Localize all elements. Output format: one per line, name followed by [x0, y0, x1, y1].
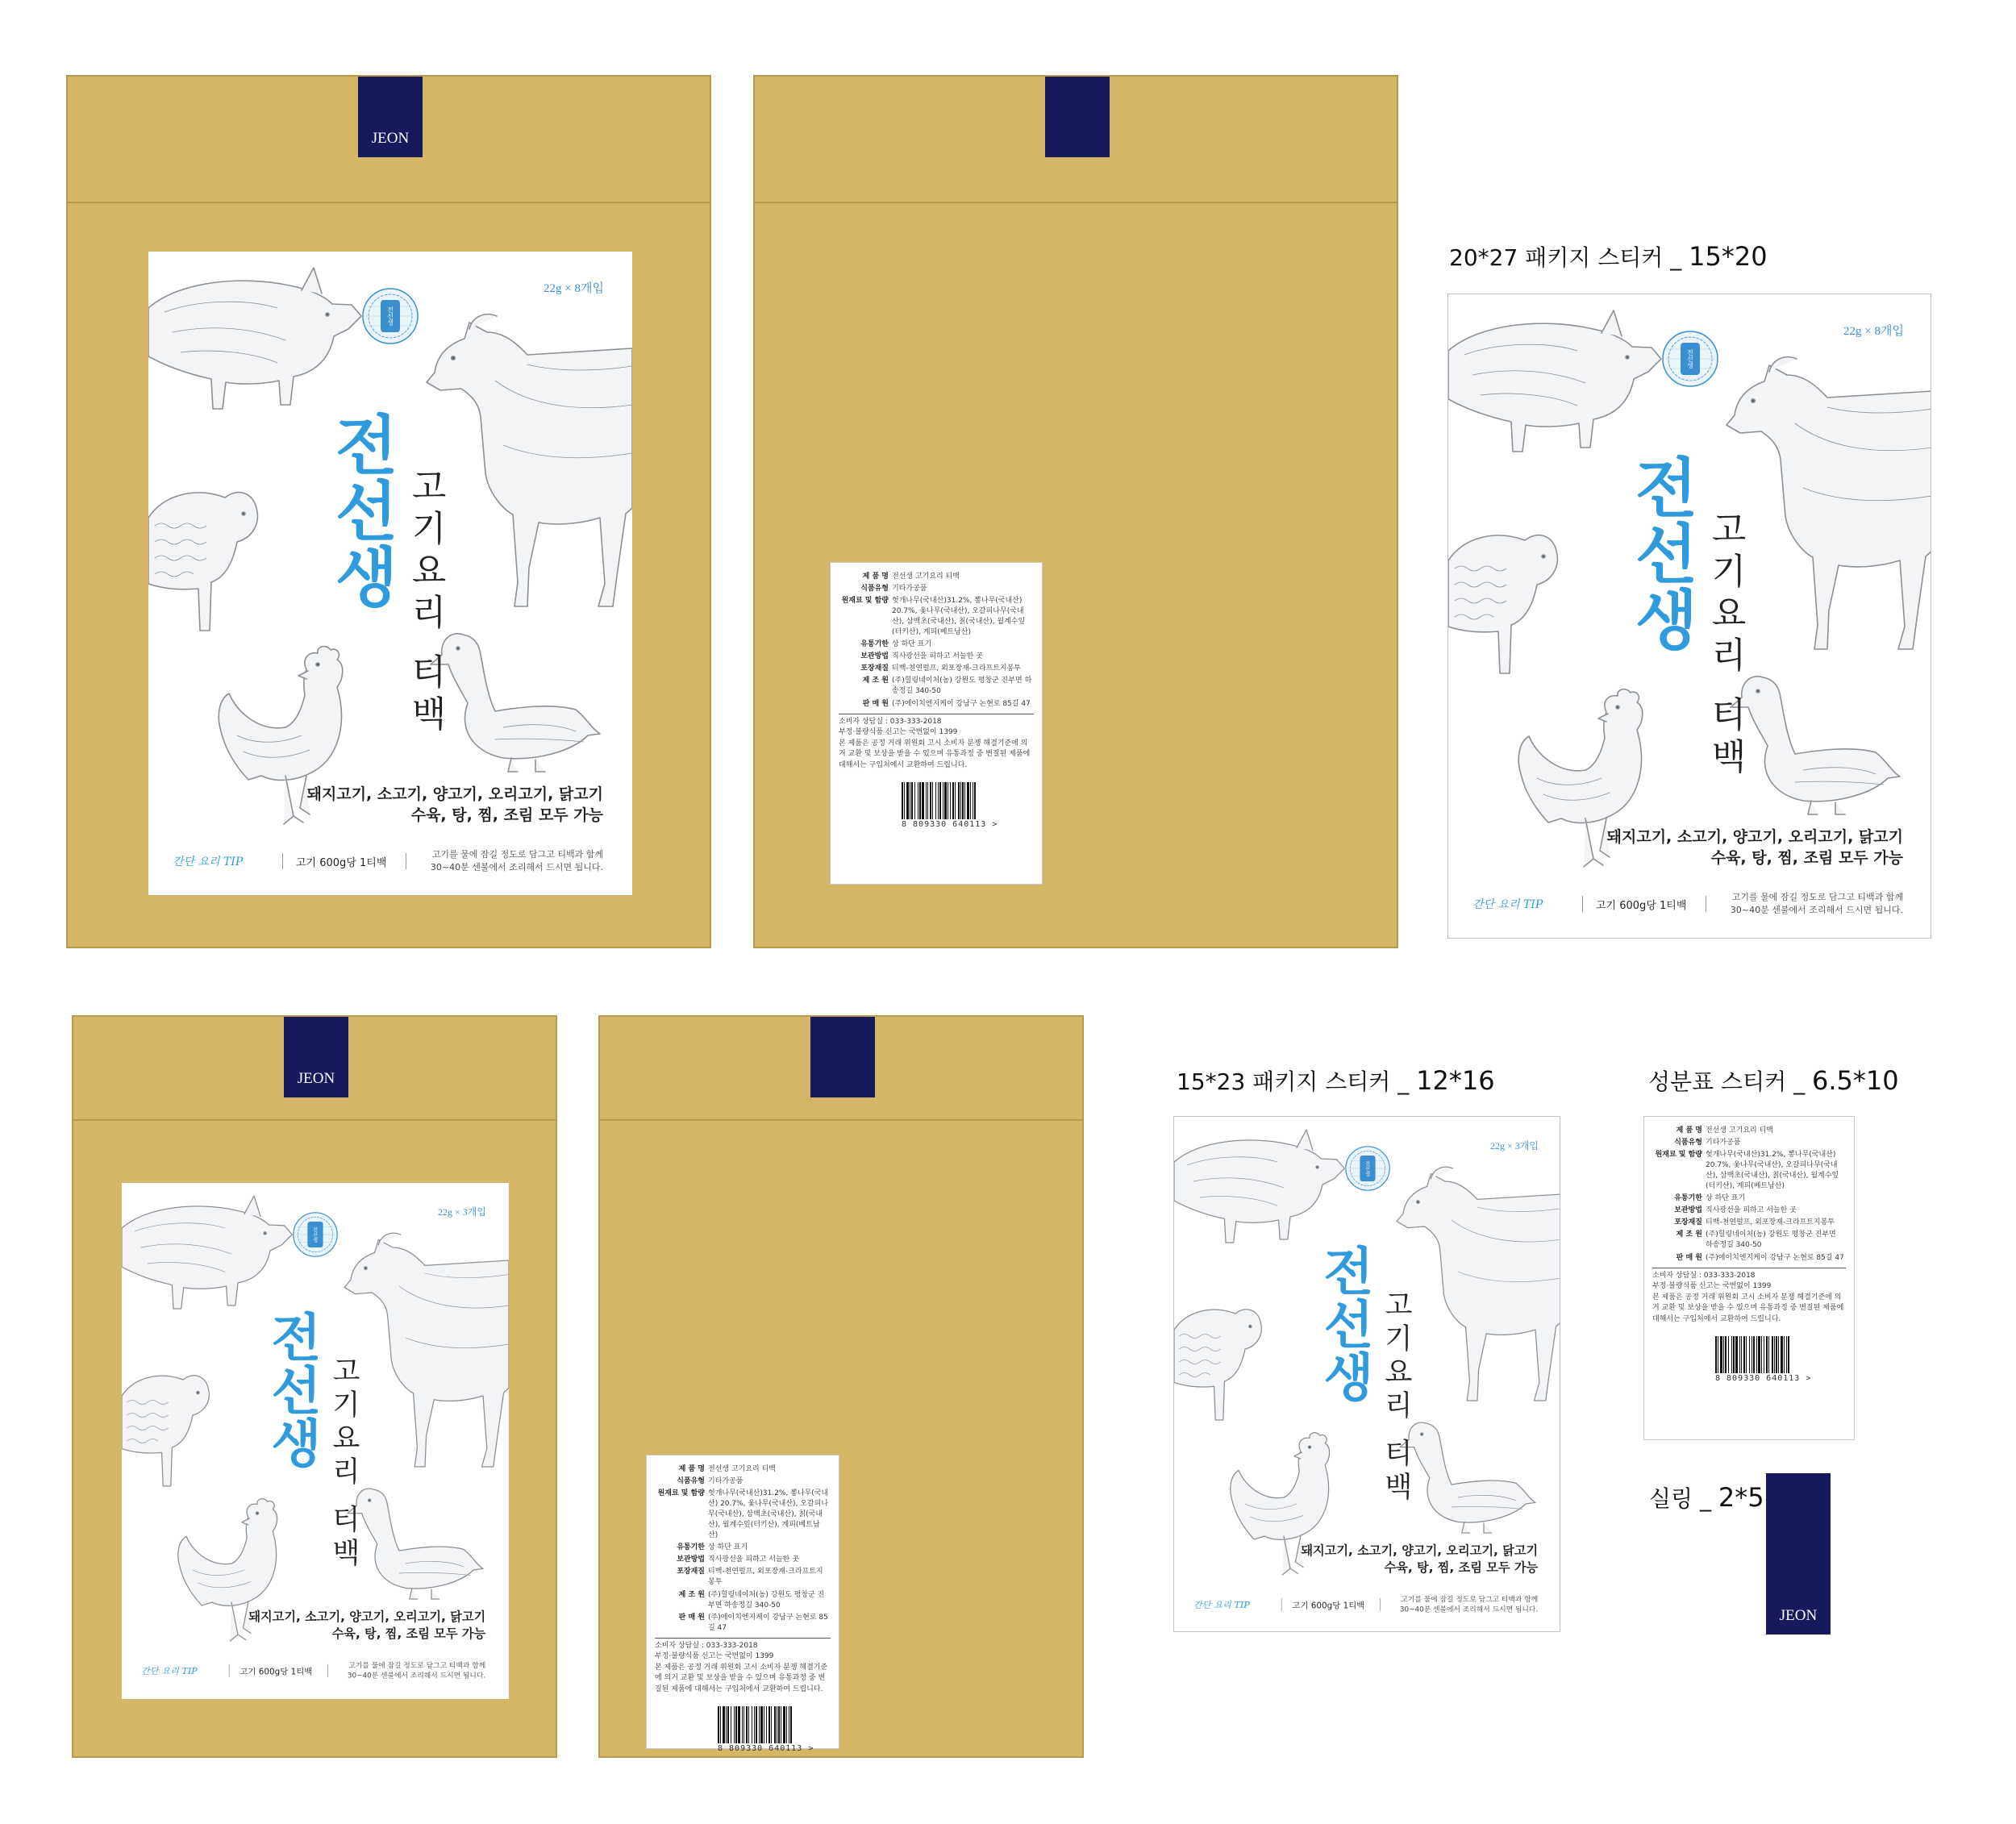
tip-divider	[1582, 896, 1583, 912]
info-row	[655, 1488, 831, 1542]
exchange-notice: 본 제품은 공정 거래 위원회 고시 소비자 분쟁 해결기준에 의거 교환 및 보상을 받을 수 있으며 유통과정 중 변질된 제품에 대해서는 구입처에서 교환하여 드립니다.	[839, 739, 1031, 769]
cooking-uses: 수육, 탕, 찜, 조림 모두 가능	[410, 806, 603, 824]
sticker-12x16	[1173, 1116, 1560, 1632]
tip-instructions	[337, 1660, 485, 1681]
info-key: 보관방법	[1674, 1206, 1702, 1215]
cooking-uses: 수육, 탕, 찜, 조림 모두 가능	[1384, 1560, 1539, 1575]
info-key: 유통기한	[677, 1543, 705, 1552]
barcode-number: 8 809330 640113 >	[1715, 1374, 1812, 1384]
info-row	[839, 698, 1034, 710]
consumer-contact: 소비자 상담실 : 033-333-2018	[1652, 1271, 1756, 1280]
sheep-sketch	[148, 493, 257, 631]
info-key: 포장재질	[677, 1568, 705, 1576]
info-key: 원재료 및 함량	[657, 1489, 705, 1498]
cooking-uses: 수육, 탕, 찜, 조림 모두 가능	[1710, 849, 1903, 867]
info-key: 원재료 및 함량	[841, 597, 889, 606]
cooking-tip	[122, 1658, 509, 1684]
info-value: 직사광선을 피하고 서늘한 곳	[892, 652, 983, 661]
info-row	[839, 639, 1034, 651]
info-key: 제 조 원	[862, 677, 889, 685]
info-row	[655, 1542, 831, 1554]
info-row	[839, 595, 1034, 639]
seal-text: 전선생	[1686, 349, 1694, 369]
info-value: 기타가공품	[1706, 1139, 1741, 1147]
info-key: 보관방법	[860, 652, 889, 661]
info-row	[1652, 1149, 1846, 1193]
zip-line	[73, 1119, 556, 1121]
info-table	[655, 1464, 831, 1635]
barcode-number: 8 809330 640113 >	[902, 820, 998, 830]
info-value: 티백-천연펄프, 외포장재-크라프트지봉투	[1706, 1218, 1835, 1227]
tip-line: 고기를 물에 잠길 정도로 담그고 티백과 함께	[1401, 1594, 1539, 1603]
nutrition-sticker	[1643, 1116, 1855, 1440]
pig-sketch	[148, 268, 361, 409]
info-row	[655, 1566, 831, 1589]
info-key: 판 매 원	[678, 1613, 705, 1622]
zip-line	[600, 1119, 1082, 1121]
sealing-sticker: JEON	[1766, 1473, 1831, 1635]
seal-text: 전선생	[386, 306, 394, 326]
info-key: 식품유형	[860, 585, 889, 593]
tip-title: 간단 요리 TIP	[173, 856, 244, 868]
meat-types: 돼지고기, 소고기, 양고기, 오리고기, 닭고기	[306, 785, 603, 803]
meat-list	[1607, 827, 1903, 868]
barcode-bars	[718, 1706, 831, 1743]
info-value: 티백-천연펄프, 외포장재-크라프트지봉투	[708, 1568, 823, 1587]
tip-divider	[229, 1664, 230, 1677]
info-key: 포장재질	[1674, 1218, 1702, 1227]
zip-line	[68, 202, 710, 203]
info-value: 티백-천연펄프, 외포장재-크라프트지봉투	[892, 664, 1022, 673]
tip-ratio: 고기 600g당 1티백	[1292, 1601, 1365, 1611]
info-value: 상 하단 표기	[1706, 1194, 1746, 1203]
duck-sketch	[1400, 1422, 1535, 1533]
duck-sketch	[1731, 677, 1900, 814]
tip-title: 간단 요리 TIP	[1193, 1600, 1250, 1610]
tip-line: 30~40분 센불에서 조리해서 드시면 됩니다.	[1730, 905, 1903, 915]
barcode	[718, 1706, 831, 1753]
pig-sketch	[1448, 310, 1661, 452]
report-line: 부정·불량식품 신고는 국번없이 1399	[839, 728, 958, 737]
tip-line: 고기를 물에 잠길 정도로 담그고 티백과 함께	[348, 1660, 486, 1669]
product-subtitle: 고기요리 티백	[327, 1356, 360, 1572]
exchange-notice: 본 제품은 공정 거래 위원회 고시 소비자 분쟁 해결기준에 의거 교환 및 보상을 받을 수 있으며 유통과정 중 변질된 제품에 대해서는 구입처에서 교환하여 드립니다.	[1652, 1293, 1844, 1323]
tip-title: 간단 요리 TIP	[141, 1666, 198, 1676]
info-value: (주)에이치엔지케이 강남구 논현로 85길 47	[892, 699, 1031, 708]
consumer-contact: 소비자 상담실 : 033-333-2018	[655, 1641, 758, 1650]
info-value: 상 하단 표기	[892, 640, 932, 649]
info-value: (주)힐링네이처(농) 강원도 평창군 진부면 하송정길 340-50	[1706, 1231, 1836, 1250]
info-table	[839, 571, 1034, 710]
caption-sealing: 실링 _ 2*5	[1649, 1482, 1764, 1513]
info-key: 식품유형	[677, 1477, 705, 1486]
info-value: 기타가공품	[708, 1477, 744, 1486]
barcode-bar	[1789, 1336, 1791, 1373]
caption-sticker-2027: 20*27 패키지 스티커 _ 15*20	[1449, 241, 1768, 272]
seal-text: 전선생	[312, 1226, 319, 1243]
bag-tab-blank	[1045, 77, 1110, 157]
exchange-notice: 본 제품은 공정 거래 위원회 고시 소비자 분쟁 해결기준에 의거 교환 및 보상을 받을 수 있으며 유통과정 중 변질된 제품에 대해서는 구입처에서 교환하여 드립니다.	[655, 1663, 828, 1693]
info-row	[1652, 1137, 1846, 1149]
info-key: 판 매 원	[862, 699, 889, 708]
barcode-bars	[1715, 1336, 1846, 1373]
bag-tab-blank	[810, 1017, 875, 1097]
info-key: 제 조 원	[1676, 1231, 1702, 1239]
info-value: 직사광선을 피하고 서늘한 곳	[1706, 1206, 1797, 1215]
report-line: 부정·불량식품 신고는 국번없이 1399	[1652, 1282, 1772, 1291]
small-bag-back	[598, 1015, 1084, 1758]
product-subtitle: 고기요리 티백	[405, 468, 446, 737]
cow-sketch	[1397, 1167, 1560, 1401]
info-value: (주)에이치엔지케이 강남구 논현로 85길 47	[708, 1613, 828, 1632]
barcode-bar	[792, 1706, 793, 1743]
info-row	[839, 571, 1034, 583]
product-title: 전선생	[1623, 454, 1698, 652]
bag-tab: JEON	[284, 1017, 348, 1097]
caption-sticker-1523: 15*23 패키지 스티커 _ 12*16	[1177, 1065, 1495, 1096]
product-title: 전선생	[323, 411, 398, 610]
product-title: 전선생	[261, 1310, 322, 1470]
info-key: 제 품 명	[678, 1465, 705, 1473]
large-bag-back	[753, 75, 1398, 948]
tip-instructions	[1389, 1594, 1538, 1615]
info-row	[1652, 1193, 1846, 1205]
product-title: 전선생	[1314, 1244, 1374, 1404]
meat-types: 돼지고기, 소고기, 양고기, 오리고기, 닭고기	[1606, 828, 1903, 846]
meat-types: 돼지고기, 소고기, 양고기, 오리고기, 닭고기	[1301, 1543, 1539, 1559]
cow-sketch	[427, 314, 632, 606]
weight-text: 22g × 3개입	[1490, 1141, 1539, 1152]
zip-line	[755, 202, 1397, 203]
tip-divider	[282, 853, 283, 869]
barcode-bars	[902, 782, 1034, 819]
info-row	[655, 1476, 831, 1488]
info-key: 원재료 및 함량	[1655, 1151, 1702, 1160]
report-line: 부정·불량식품 신고는 국번없이 1399	[655, 1652, 774, 1661]
pig-sketch	[1174, 1130, 1344, 1243]
front-label	[122, 1183, 509, 1699]
info-key: 판 매 원	[1676, 1253, 1702, 1262]
info-value: (주)에이치엔지케이 강남구 논현로 85길 47	[1706, 1253, 1844, 1262]
cooking-uses: 수육, 탕, 찜, 조림 모두 가능	[331, 1626, 486, 1641]
info-row	[655, 1464, 831, 1476]
info-row	[1652, 1229, 1846, 1251]
info-label	[830, 562, 1043, 885]
bag-tab: JEON	[358, 77, 423, 157]
barcode-number: 8 809330 640113 >	[718, 1744, 814, 1754]
info-row	[655, 1612, 831, 1635]
tip-divider	[327, 1664, 328, 1677]
product-subtitle: 고기요리 티백	[1705, 510, 1746, 780]
cooking-tip	[1174, 1592, 1560, 1618]
info-row	[839, 663, 1034, 675]
info-row	[1652, 1125, 1846, 1137]
info-value: 전선생 고기요리 티백	[708, 1465, 776, 1473]
info-value: (주)힐링네이처(농) 강원도 평창군 진부면 하송정길 340-50	[892, 677, 1032, 696]
front-label	[148, 252, 632, 895]
tip-line: 고기를 물에 잠길 정도로 담그고 티백과 함께	[1731, 891, 1903, 902]
meat-list	[1301, 1543, 1538, 1576]
info-key: 식품유형	[1674, 1139, 1702, 1147]
info-value: 직사광선을 피하고 서늘한 곳	[708, 1555, 799, 1564]
sheep-sketch	[1174, 1310, 1261, 1420]
info-row	[655, 1554, 831, 1566]
sheep-sketch	[1448, 535, 1557, 673]
info-row	[1652, 1205, 1846, 1217]
sticker-15x20	[1447, 294, 1931, 939]
info-row	[1652, 1252, 1846, 1264]
info-row	[839, 583, 1034, 595]
duck-sketch	[348, 1489, 483, 1599]
caption-nutrition: 성분표 스티커 _ 6.5*10	[1648, 1065, 1899, 1096]
meat-list	[248, 1609, 485, 1643]
info-value: 상 하단 표기	[708, 1543, 748, 1552]
large-bag-front	[66, 75, 711, 948]
tip-divider	[1380, 1598, 1381, 1611]
info-value: (주)힐링네이처(농) 강원도 평창군 진부면 하송정길 340-50	[708, 1590, 825, 1610]
info-key: 제 조 원	[678, 1590, 705, 1599]
info-value: 헛개나무(국내산)31.2%, 뽕나무(국내산) 20.7%, 옻나무(국내산), 오갈피나무(국내산), 삼백초(국내산), 칡(국내산), 월계수잎(터키산), 계피(베트남산)	[892, 597, 1026, 637]
info-row	[1652, 1217, 1846, 1229]
tip-ratio: 고기 600g당 1티백	[1596, 899, 1687, 912]
sheep-sketch	[122, 1376, 209, 1486]
pig-sketch	[122, 1196, 292, 1309]
small-bag-front	[72, 1015, 557, 1758]
info-row	[839, 651, 1034, 663]
info-row	[655, 1589, 831, 1612]
weight-text: 22g × 8개입	[1843, 325, 1904, 338]
info-divider	[655, 1638, 831, 1639]
weight-text: 22g × 3개입	[438, 1207, 486, 1218]
info-key: 보관방법	[677, 1555, 705, 1564]
info-value: 기타가공품	[892, 585, 927, 593]
cooking-tip	[1448, 888, 1931, 920]
tip-divider	[1281, 1598, 1282, 1611]
cow-sketch	[1727, 357, 1931, 649]
info-key: 유통기한	[860, 640, 889, 649]
info-key: 제 품 명	[862, 573, 889, 581]
barcode	[902, 782, 1034, 829]
tip-ratio: 고기 600g당 1티백	[240, 1667, 313, 1677]
barcode-bar	[976, 782, 977, 819]
info-label	[646, 1455, 839, 1754]
info-value: 헛개나무(국내산)31.2%, 뽕나무(국내산) 20.7%, 옻나무(국내산), 오갈피나무(국내산), 삼백초(국내산), 칡(국내산), 월계수잎(터키산), 계피(베트남산)	[1706, 1151, 1839, 1191]
meat-list	[307, 784, 603, 826]
weight-text: 22g × 8개입	[544, 282, 604, 295]
cooking-tip	[148, 845, 632, 877]
info-key: 제 품 명	[1676, 1126, 1702, 1135]
tip-ratio: 고기 600g당 1티백	[296, 856, 387, 869]
tip-title: 간단 요리 TIP	[1472, 898, 1543, 911]
info-table	[1652, 1125, 1846, 1264]
tip-line: 30~40분 센불에서 조리해서 드시면 됩니다.	[347, 1671, 486, 1680]
info-row	[839, 675, 1034, 698]
info-value: 헛개나무(국내산)31.2%, 뽕나무(국내산) 20.7%, 옻나무(국내산), 오갈피나무(국내산), 삼백초(국내산), 칡(국내산), 월계수잎(터키산), 계피(베트남산)	[708, 1489, 829, 1540]
tip-instructions	[418, 848, 603, 875]
product-subtitle: 고기요리 티백	[1379, 1289, 1413, 1505]
seal-text: 전선생	[1364, 1160, 1371, 1176]
duck-sketch	[431, 634, 600, 772]
info-value: 전선생 고기요리 티백	[892, 573, 960, 581]
tip-line: 30~40분 센불에서 조리해서 드시면 됩니다.	[1399, 1605, 1539, 1614]
tip-instructions	[1718, 891, 1903, 918]
info-key: 유통기한	[1674, 1194, 1702, 1203]
tip-line: 고기를 물에 잠길 정도로 담그고 티백과 함께	[431, 848, 603, 860]
info-value: 전선생 고기요리 티백	[1706, 1126, 1773, 1135]
tip-line: 30~40분 센불에서 조리해서 드시면 됩니다.	[430, 862, 603, 872]
consumer-contact: 소비자 상담실 : 033-333-2018	[839, 717, 942, 726]
cow-sketch	[344, 1233, 509, 1467]
meat-types: 돼지고기, 소고기, 양고기, 오리고기, 닭고기	[248, 1610, 486, 1625]
info-key: 포장재질	[860, 664, 889, 673]
barcode	[1715, 1336, 1846, 1383]
